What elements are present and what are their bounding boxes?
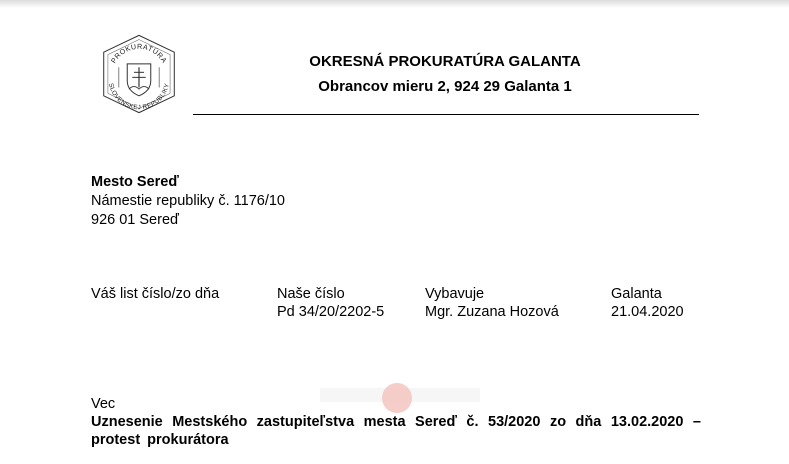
office-address: Obrancov mieru 2, 924 29 Galanta 1 [318,78,572,95]
svg-text:PROKURATÚRA [110,43,169,65]
ref-handled-by-label: Vybavuje [425,286,485,302]
ref-date-value: 21.04.2020 [611,304,684,320]
ref-your-letter [91,285,219,303]
recipient-name: Mesto Sereď [91,174,179,190]
header-divider [193,114,699,115]
subject-text: Uznesenie Mestského zastupiteľstva mesta Sereď č. 53/2020 zo dňa 13.02.2020 – protest prokurátora [91,414,701,448]
prosecution-emblem-icon [97,32,181,116]
emblem-text-top: PROKURATÚRA [109,42,169,65]
recipient-street: Námestie republiky č. 1176/10 [91,193,285,209]
recipient-city: 926 01 Sereď [91,212,179,228]
recipient-block [91,173,285,230]
ref-our-number-value: Pd 34/20/2202-5 [277,304,385,320]
ref-place-label: Galanta [611,286,662,302]
ref-our-number [277,285,384,321]
viewer-top-shadow [0,0,789,8]
subject-block [91,395,701,449]
ref-your-letter-label: Váš list číslo/zo dňa [91,286,220,302]
ref-our-number-label: Naše číslo [277,286,345,302]
ref-handled-by-value: Mgr. Zuzana Hozová [425,304,559,320]
office-title: OKRESNÁ PROKURATÚRA GALANTA [309,53,581,70]
ref-place-date [611,285,684,321]
subject-label: Vec [91,396,116,412]
ref-handled-by [425,285,559,321]
emblem-text-bottom: SLOVENSKEJ REPUBLIKY [107,82,171,112]
